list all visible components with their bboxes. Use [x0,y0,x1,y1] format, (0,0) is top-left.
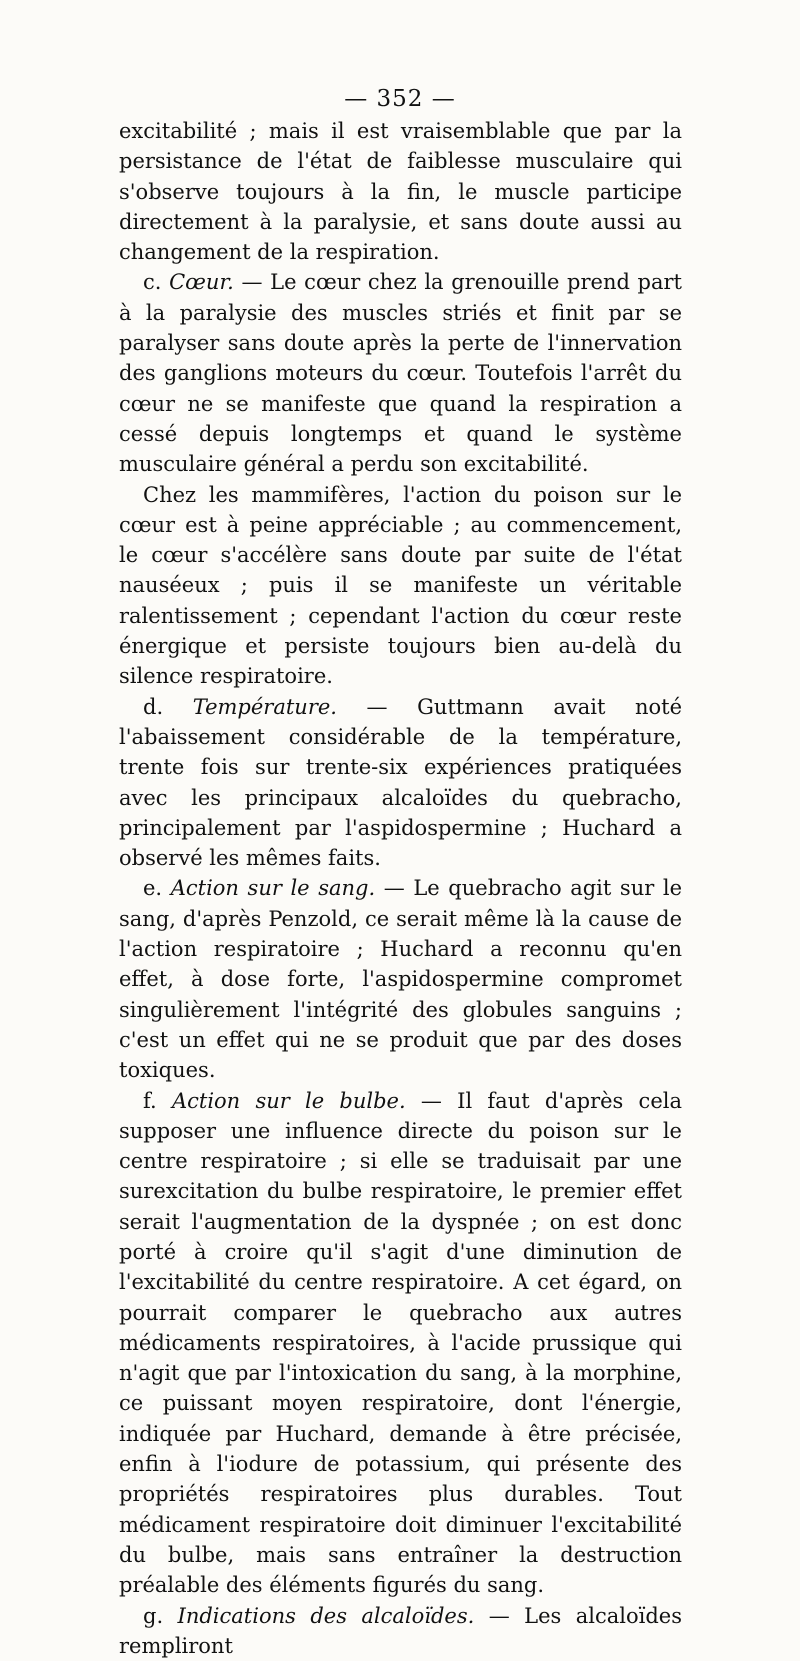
section-heading: Action sur le sang. [170,876,376,901]
body-text [119,116,682,1661]
section-text: — Les alcaloïdes rempliront [119,1603,682,1658]
paragraph-e-sang [119,873,682,1085]
section-marker: d. [143,694,164,719]
section-marker: g. [143,1603,164,1628]
section-heading: Cœur. [169,270,234,295]
page-number: — 352 — [344,86,456,112]
section-text: — Le cœur chez la grenouille prend part à la paralysie des muscles striés et finit par se paralyser sans doute après la perte de l'innervation des ganglions moteurs du cœur. Toutefois l'arrêt du cœur ne se manifeste que quand la respiration a cessé depuis longtemps et quand le système musculaire général a perdu son excitabilité. [119,270,682,477]
paragraph-continuation: excitabilité ; mais il est vraisemblable que par la persistance de l'état de faiblesse musculaire qui s'observe toujours à la fin, le muscle participe directement à la paralysie, et sans doute aussi au changement de la respiration. [119,119,682,265]
section-marker: c. [143,270,162,295]
paragraph-f-bulbe [119,1086,682,1601]
section-heading: Action sur le bulbe. [171,1088,406,1113]
section-heading: Température. [192,694,337,719]
section-text: — Le quebracho agit sur le sang, d'après Penzold, ce serait même là la cause de l'action respiratoire ; Huchard a reconnu qu'en effet, à dose forte, l'aspidospermine compromet singulièrement l'intégrité des globules sanguins ; c'est un effet qui ne se produit que par des doses toxiques. [119,876,682,1083]
section-marker: f. [143,1088,157,1113]
paragraph-g-indications [119,1601,682,1661]
section-text: — Il faut d'après cela supposer une influence directe du poison sur le centre respiratoire ; si elle se traduisait par une surexcitation du bulbe respiratoire, le premier effet serait l'augmentation de la dyspnée ; on est donc porté à croire qu'il s'agit d'une diminution de l'excitabilité du centre respiratoire. A cet égard, on pourrait comparer le quebracho aux autres médicaments respiratoires, à l'acide prussique qui n'agit que par l'intoxication du sang, à la morphine, ce puissant moyen respiratoire, dont l'énergie, indiquée par Huchard, demande à être précisée, enfin à l'iodure de potassium, qui présente des propriétés respiratoires plus durables. Tout médicament respiratoire doit diminuer l'excitabilité du bulbe, mais sans entraîner la destruction préalable des éléments figurés du sang. [119,1088,682,1598]
section-marker: e. [143,876,163,901]
paragraph-c-coeur [119,267,682,479]
section-text: — Guttmann avait noté l'abaissement considérable de la température, trente fois sur trente-six expériences pratiquées avec les principaux alcaloïdes du quebracho, principalement par l'aspidospermine ; Huchard a observé les mêmes faits. [119,694,682,871]
section-heading: Indications des alcaloïdes. [177,1603,475,1628]
paragraph-d-temperature [119,692,682,874]
paragraph-mammiferes: Chez les mammifères, l'action du poison sur le cœur est à peine appréciable ; au commencement, le cœur s'accélère sans doute par suite de l'état nauséeux ; puis il se manifeste un véritable ralentissement ; cependant l'action du cœur reste énergique et persiste toujours bien au-delà du silence respiratoire. [119,482,682,689]
